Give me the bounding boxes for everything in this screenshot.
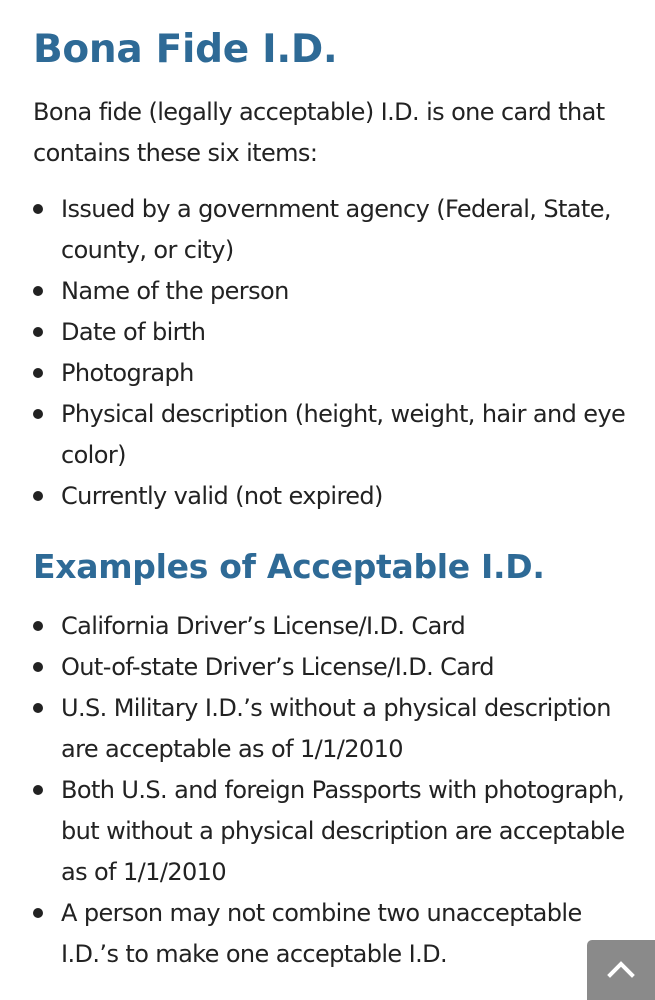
bullet-icon [33,327,43,337]
back-to-top-button[interactable] [587,940,655,1000]
list-item-text: Out-of-state Driver’s License/I.D. Card [61,653,494,681]
list-item [33,189,633,271]
bullet-icon [33,662,43,672]
list-item-text: Both U.S. and foreign Passports with photograph, but without a physical description are acceptable as of 1/1/2010 [61,776,625,886]
bullet-icon [33,785,43,795]
page-title: Bona Fide I.D. [33,27,338,72]
list-item-text: U.S. Military I.D.’s without a physical description are acceptable as of 1/1/2010 [61,694,611,763]
list-item-text: Name of the person [61,277,289,305]
bullet-icon [33,908,43,918]
list-item [33,312,633,353]
bullet-icon [33,621,43,631]
bullet-icon [33,286,43,296]
examples-list [33,606,633,975]
bullet-icon [33,703,43,713]
list-item [33,271,633,312]
list-item [33,394,633,476]
bullet-icon [33,409,43,419]
bullet-icon [33,368,43,378]
requirements-list [33,189,633,517]
list-item-text: Photograph [61,359,194,387]
list-item-text: Physical description (height, weight, hair and eye color) [61,400,626,469]
chevron-up-icon [607,960,635,978]
list-item-text: Issued by a government agency (Federal, State, county, or city) [61,195,611,264]
list-item [33,647,633,688]
bullet-icon [33,204,43,214]
list-item-text: A person may not combine two unacceptable I.D.’s to make one acceptable I.D. [61,899,582,968]
list-item-text: Date of birth [61,318,206,346]
section-heading: Examples of Acceptable I.D. [33,547,545,586]
list-item [33,688,633,770]
list-item [33,893,633,975]
list-item [33,476,633,517]
bullet-icon [33,491,43,501]
list-item [33,770,633,893]
list-item-text: California Driver’s License/I.D. Card [61,612,466,640]
list-item-text: Currently valid (not expired) [61,482,383,510]
list-item [33,606,633,647]
intro-paragraph: Bona fide (legally acceptable) I.D. is one card that contains these six items: [33,98,605,167]
list-item [33,353,633,394]
